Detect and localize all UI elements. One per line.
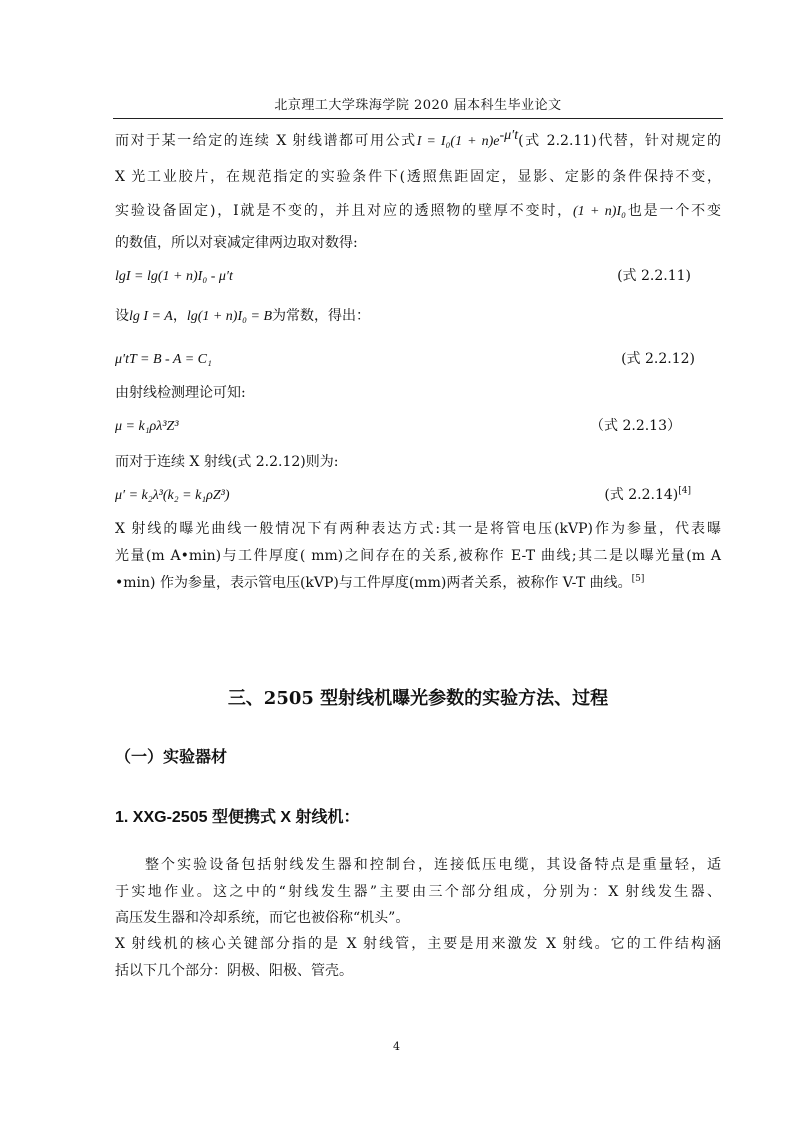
continuous-text: 而对于连续 X 射线(式 2.2.12)则为: (115, 454, 339, 470)
equation-2-2-11 (115, 266, 721, 287)
theory-text: 由射线检测理论可知: (115, 385, 246, 401)
definition-text: 为常数，得出： (272, 308, 371, 324)
para3-line5: 括以下几个部分：阴极、阳极、管壳。 (115, 963, 353, 979)
equation-label: (式 2.2.14) (604, 487, 679, 503)
para1-text: 也是一个不变 (625, 203, 721, 219)
subsubsection-heading: 1. XXG-2505 型便携式 X 射线机： (115, 809, 360, 826)
inline-formula: I = I₀(1 + n)e (416, 134, 500, 149)
inline-formula: lg I = A (129, 309, 173, 324)
para2-text: •min) 作为参量，表示管电压(kVP)与工件厚度(mm)两者关系，被称作 V-T 曲线。 (115, 575, 632, 591)
para2-line1: X 射线的曝光曲线一般情况下有两种表达方式:其一是将管电压(kVP)作为参量，代表曝 (115, 521, 721, 537)
equation-2-2-13 (115, 416, 721, 437)
para2-line3 (115, 573, 721, 593)
para3-line1: 整个实验设备包括射线发生器和控制台，连接低压电缆，其设备特点是重量轻，适 (145, 857, 721, 873)
para3-line4: X 射线机的核心关键部分指的是 X 射线管，主要是用来激发 X 射线。它的工件结构涵 (115, 936, 721, 952)
equation-label-group (604, 485, 691, 505)
header-rule (113, 118, 723, 119)
equation-formula: μ = k₁ρλ³Z³ (115, 419, 179, 434)
definition-line (115, 306, 721, 327)
formula-exponent: -μ′t (499, 128, 519, 143)
section-heading: 三、2505 型射线机曝光参数的实验方法、过程 (227, 688, 609, 709)
para1-text: (式 2.2.11)代替，针对规定的 (518, 133, 721, 149)
para1-line4: 的数值，所以对衰减定律两边取对数得: (115, 235, 358, 251)
equation-2-2-12 (115, 349, 721, 370)
para3-line3: 高压发生器和冷却系统，而它也被俗称“机头”。 (115, 910, 410, 926)
definition-text: ， (172, 308, 187, 324)
subsection-heading: （一）实验器材 (115, 747, 228, 766)
citation-ref: [5] (631, 574, 645, 584)
equation-formula: μ′ = k₂λ³(k₂ = k₁ρZ³) (115, 488, 230, 503)
para1-line3 (115, 201, 721, 222)
equation-label: (式 2.2.12) (621, 351, 695, 367)
citation-ref: [4] (678, 486, 691, 496)
para1-text: 而对于某一给定的连续 X 射线谱都可用公式 (115, 133, 417, 149)
equation-formula: μ′tT = B - A = C₁ (115, 352, 212, 367)
inline-formula: lg(1 + n)I₀ = B (186, 309, 273, 324)
equation-label: (式 2.2.11) (617, 268, 691, 284)
para3-line2: 于实地作业。这之中的“射线发生器”主要由三个部分组成，分别为：X 射线发生器、 (115, 884, 721, 900)
equation-formula: lgI = lg(1 + n)I₀ - μ′t (115, 269, 233, 284)
page-number: 4 (393, 1040, 400, 1053)
equation-label: （式 2.2.13） (590, 418, 681, 434)
running-header: 北京理工大学珠海学院 2020 届本科生毕业论文 (274, 98, 562, 113)
para1-line1 (115, 128, 721, 152)
equation-2-2-14 (115, 485, 721, 506)
para1-line2: X 光工业胶片，在规范指定的实验条件下(透照焦距固定，显影、定影的条件保持不变， (115, 169, 721, 185)
para1-text: 实验设备固定)，I就是不变的，并且对应的透照物的壁厚不变时， (115, 203, 574, 219)
para2-line2: 光量(m A•min)与工件厚度( mm)之间存在的关系,被称作 E-T 曲线;其二是以曝光量(m A (115, 548, 721, 564)
definition-text: 设 (115, 308, 129, 324)
inline-formula: (1 + n)I₀ (573, 204, 626, 219)
